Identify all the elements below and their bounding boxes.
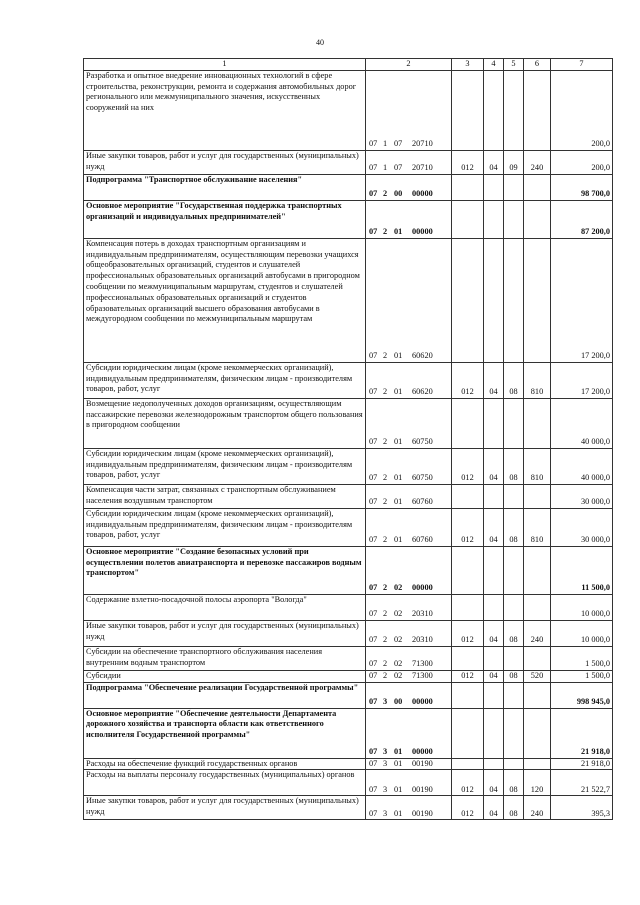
code-part: 07	[369, 609, 378, 618]
row-amount: 200,0	[551, 150, 613, 174]
subsection-code	[504, 682, 524, 708]
code-part: 01	[394, 351, 403, 360]
code-part: 20710	[412, 139, 433, 148]
code-part: 71300	[412, 659, 433, 668]
section-code: 04	[484, 620, 504, 646]
row-description: Содержание взлетно-посадочной полосы аэропорта "Вологда"	[84, 594, 366, 620]
code-part: 60620	[412, 351, 433, 360]
header-cell-7: 7	[551, 59, 613, 71]
row-amount: 1 500,0	[551, 670, 613, 682]
section-code	[484, 546, 504, 594]
expense-type-code	[524, 200, 551, 238]
row-classification-code	[366, 70, 452, 150]
code-part: 07	[369, 535, 378, 544]
code-part: 2	[383, 635, 388, 644]
header-cell-2: 2	[366, 59, 452, 71]
code-part: 60620	[412, 387, 433, 396]
code-part: 07	[369, 746, 378, 756]
code-part: 2	[383, 535, 388, 544]
ministry-code: 012	[452, 362, 484, 398]
code-part: 00	[394, 189, 403, 198]
table-row	[84, 398, 613, 448]
expense-type-code	[524, 594, 551, 620]
code-part: 00000	[412, 583, 433, 592]
subsection-code: 09	[504, 150, 524, 174]
row-classification-code	[366, 362, 452, 398]
code-part: 2	[383, 473, 388, 482]
table-row	[84, 770, 613, 796]
code-part: 2	[383, 609, 388, 618]
code-part: 01	[394, 387, 403, 396]
code-part: 02	[394, 635, 403, 644]
row-classification-code	[366, 174, 452, 200]
row-amount: 30 000,0	[551, 508, 613, 546]
subsection-code: 08	[504, 770, 524, 796]
ministry-code	[452, 174, 484, 200]
code-part: 3	[383, 808, 388, 818]
table-row	[84, 620, 613, 646]
code-part: 07	[369, 473, 378, 482]
row-amount: 21 918,0	[551, 708, 613, 758]
code-part: 07	[369, 351, 378, 360]
expense-type-code	[524, 70, 551, 150]
row-description: Подпрограмма "Обеспечение реализации Государственной программы"	[84, 682, 366, 708]
section-code	[484, 708, 504, 758]
expense-type-code: 240	[524, 796, 551, 820]
row-description: Разработка и опытное внедрение инновационных технологий в сфере строительства, реконструкции, ремонта и содержания автомобильных дорог регионального или межмуниципального значения, искусственных сооружений на них	[84, 70, 366, 150]
code-part: 01	[394, 758, 403, 768]
row-amount: 1 500,0	[551, 646, 613, 670]
row-description: Расходы на выплаты персоналу государственных (муниципальных) органов	[84, 770, 366, 796]
row-description: Субсидии на обеспечение транспортного обслуживания населения внутренним водным транспортом	[84, 646, 366, 670]
row-classification-code	[366, 594, 452, 620]
expense-type-code	[524, 398, 551, 448]
ministry-code	[452, 646, 484, 670]
row-description: Субсидии юридическим лицам (кроме некоммерческих организаций), индивидуальным предпринимателям, физическим лицам - производителям товаров, работ, услуг	[84, 362, 366, 398]
row-classification-code	[366, 508, 452, 546]
code-part: 00000	[412, 227, 433, 236]
section-code	[484, 70, 504, 150]
row-amount: 11 500,0	[551, 546, 613, 594]
ministry-code: 012	[452, 150, 484, 174]
code-part: 3	[383, 758, 388, 768]
row-classification-code	[366, 708, 452, 758]
ministry-code	[452, 484, 484, 508]
row-amount: 10 000,0	[551, 594, 613, 620]
code-part: 00190	[412, 758, 433, 768]
row-classification-code	[366, 682, 452, 708]
row-description: Основное мероприятие "Государственная поддержка транспортных организаций и индивидуальных предпринимателей"	[84, 200, 366, 238]
section-code	[484, 758, 504, 770]
code-part: 07	[369, 659, 378, 668]
section-code: 04	[484, 670, 504, 682]
ministry-code: 012	[452, 770, 484, 796]
code-part: 20310	[412, 609, 433, 618]
row-amount: 40 000,0	[551, 398, 613, 448]
ministry-code	[452, 398, 484, 448]
row-description: Возмещение недополученных доходов организациям, осуществляющим пассажирские перевозки железнодорожным транспортом общего пользования в пригородном сообщении	[84, 398, 366, 448]
row-description: Компенсация потерь в доходах транспортным организациям и индивидуальным предпринимателям, осуществляющим перевозки учащихся общеобразовательных организаций, студентов и слушателей профессиональных образовательных организаций автобусами в пригородном сообщении по межмуниципальным маршрутам, студентов и слушателей профессиональных образовательных организаций и студентов образовательных организаций высшего образования автобусами в междугородном сообщении по межмуниципальным маршрутам	[84, 238, 366, 362]
row-classification-code	[366, 758, 452, 770]
section-code	[484, 238, 504, 362]
subsection-code	[504, 708, 524, 758]
code-part: 01	[394, 808, 403, 818]
code-part: 01	[394, 437, 403, 446]
ministry-code: 012	[452, 508, 484, 546]
subsection-code: 08	[504, 448, 524, 484]
code-part: 20710	[412, 163, 433, 172]
ministry-code	[452, 200, 484, 238]
table-row	[84, 594, 613, 620]
code-part: 2	[383, 670, 388, 680]
table-row	[84, 200, 613, 238]
row-amount: 17 200,0	[551, 362, 613, 398]
table-row	[84, 70, 613, 150]
ministry-code	[452, 546, 484, 594]
row-description: Основное мероприятие "Создание безопасных условий при осуществлении полетов авиатранспорта и перевозке пассажиров водным транспортом"	[84, 546, 366, 594]
expense-type-code: 810	[524, 508, 551, 546]
row-amount: 87 200,0	[551, 200, 613, 238]
code-part: 07	[369, 387, 378, 396]
code-part: 07	[369, 784, 378, 794]
table-row	[84, 758, 613, 770]
code-part: 00	[394, 696, 403, 706]
budget-table	[83, 58, 613, 820]
code-part: 07	[369, 139, 378, 148]
row-description: Субсидии юридическим лицам (кроме некоммерческих организаций), индивидуальным предпринимателям, физическим лицам - производителям товаров, работ, услуг	[84, 448, 366, 484]
table-header-row	[84, 59, 613, 71]
code-part: 2	[383, 497, 388, 506]
row-description: Субсидии юридическим лицам (кроме некоммерческих организаций), индивидуальным предпринимателям, физическим лицам - производителям товаров, работ, услуг	[84, 508, 366, 546]
row-classification-code	[366, 484, 452, 508]
table-row	[84, 670, 613, 682]
code-part: 20310	[412, 635, 433, 644]
section-code: 04	[484, 448, 504, 484]
subsection-code	[504, 398, 524, 448]
code-part: 60760	[412, 535, 433, 544]
expense-type-code: 240	[524, 620, 551, 646]
code-part: 2	[383, 583, 388, 592]
row-amount: 10 000,0	[551, 620, 613, 646]
code-part: 1	[383, 139, 388, 148]
ministry-code	[452, 682, 484, 708]
page-number: 40	[316, 38, 324, 47]
expense-type-code: 520	[524, 670, 551, 682]
code-part: 71300	[412, 670, 433, 680]
row-classification-code	[366, 200, 452, 238]
row-amount: 395,3	[551, 796, 613, 820]
ministry-code: 012	[452, 670, 484, 682]
code-part: 02	[394, 670, 403, 680]
expense-type-code	[524, 546, 551, 594]
section-code	[484, 398, 504, 448]
row-classification-code	[366, 620, 452, 646]
code-part: 07	[394, 163, 403, 172]
subsection-code	[504, 646, 524, 670]
ministry-code	[452, 758, 484, 770]
code-part: 02	[394, 659, 403, 668]
expense-type-code: 810	[524, 362, 551, 398]
table-row	[84, 484, 613, 508]
row-classification-code	[366, 150, 452, 174]
code-part: 3	[383, 784, 388, 794]
row-classification-code	[366, 398, 452, 448]
section-code	[484, 484, 504, 508]
expense-type-code	[524, 708, 551, 758]
row-description: Иные закупки товаров, работ и услуг для государственных (муниципальных) нужд	[84, 150, 366, 174]
row-description: Расходы на обеспечение функций государственных органов	[84, 758, 366, 770]
code-part: 07	[369, 227, 378, 236]
subsection-code	[504, 484, 524, 508]
section-code	[484, 200, 504, 238]
row-classification-code	[366, 670, 452, 682]
subsection-code: 08	[504, 362, 524, 398]
code-part: 07	[369, 808, 378, 818]
table-row	[84, 150, 613, 174]
row-amount: 30 000,0	[551, 484, 613, 508]
code-part: 60760	[412, 497, 433, 506]
row-amount: 40 000,0	[551, 448, 613, 484]
subsection-code	[504, 238, 524, 362]
code-part: 07	[369, 163, 378, 172]
expense-type-code	[524, 174, 551, 200]
table-row	[84, 796, 613, 820]
row-description: Субсидии	[84, 670, 366, 682]
code-part: 2	[383, 437, 388, 446]
header-cell-4: 4	[484, 59, 504, 71]
subsection-code	[504, 546, 524, 594]
code-part: 07	[369, 583, 378, 592]
expense-type-code	[524, 646, 551, 670]
code-part: 01	[394, 535, 403, 544]
row-amount: 21 918,0	[551, 758, 613, 770]
section-code: 04	[484, 796, 504, 820]
code-part: 07	[369, 696, 378, 706]
code-part: 00000	[412, 746, 433, 756]
code-part: 01	[394, 473, 403, 482]
subsection-code: 08	[504, 796, 524, 820]
header-cell-3: 3	[452, 59, 484, 71]
section-code	[484, 594, 504, 620]
subsection-code	[504, 758, 524, 770]
subsection-code	[504, 594, 524, 620]
code-part: 60750	[412, 437, 433, 446]
code-part: 07	[369, 758, 378, 768]
row-classification-code	[366, 796, 452, 820]
section-code: 04	[484, 770, 504, 796]
expense-type-code	[524, 484, 551, 508]
expense-type-code: 120	[524, 770, 551, 796]
code-part: 07	[369, 635, 378, 644]
code-part: 2	[383, 351, 388, 360]
code-part: 01	[394, 784, 403, 794]
ministry-code	[452, 70, 484, 150]
row-description: Компенсация части затрат, связанных с транспортным обслуживанием населения воздушным транспортом	[84, 484, 366, 508]
code-part: 2	[383, 659, 388, 668]
table-row	[84, 448, 613, 484]
code-part: 00000	[412, 189, 433, 198]
subsection-code: 08	[504, 620, 524, 646]
code-part: 1	[383, 163, 388, 172]
ministry-code	[452, 708, 484, 758]
row-amount: 17 200,0	[551, 238, 613, 362]
section-code	[484, 646, 504, 670]
row-description: Подпрограмма "Транспортное обслуживание населения"	[84, 174, 366, 200]
row-description: Основное мероприятие "Обеспечение деятельности Департамента дорожного хозяйства и транспорта области как ответственного исполнителя Государственной программы"	[84, 708, 366, 758]
code-part: 00190	[412, 784, 433, 794]
subsection-code	[504, 70, 524, 150]
ministry-code: 012	[452, 796, 484, 820]
ministry-code: 012	[452, 448, 484, 484]
row-amount: 998 945,0	[551, 682, 613, 708]
code-part: 2	[383, 387, 388, 396]
expense-type-code: 240	[524, 150, 551, 174]
expense-type-code	[524, 758, 551, 770]
table-row	[84, 508, 613, 546]
row-classification-code	[366, 546, 452, 594]
expense-type-code: 810	[524, 448, 551, 484]
header-cell-1: 1	[84, 59, 366, 71]
row-classification-code	[366, 238, 452, 362]
section-code: 04	[484, 508, 504, 546]
row-classification-code	[366, 770, 452, 796]
ministry-code	[452, 594, 484, 620]
table-row	[84, 174, 613, 200]
section-code: 04	[484, 362, 504, 398]
code-part: 07	[394, 139, 403, 148]
table-row	[84, 238, 613, 362]
header-cell-5: 5	[504, 59, 524, 71]
code-part: 60750	[412, 473, 433, 482]
subsection-code: 08	[504, 670, 524, 682]
code-part: 01	[394, 497, 403, 506]
code-part: 01	[394, 227, 403, 236]
code-part: 02	[394, 609, 403, 618]
subsection-code	[504, 200, 524, 238]
row-classification-code	[366, 646, 452, 670]
ministry-code	[452, 238, 484, 362]
code-part: 00190	[412, 808, 433, 818]
row-amount: 21 522,7	[551, 770, 613, 796]
expense-type-code	[524, 238, 551, 362]
code-part: 01	[394, 746, 403, 756]
row-amount: 98 700,0	[551, 174, 613, 200]
row-description: Иные закупки товаров, работ и услуг для государственных (муниципальных) нужд	[84, 620, 366, 646]
code-part: 3	[383, 696, 388, 706]
subsection-code: 08	[504, 508, 524, 546]
code-part: 02	[394, 583, 403, 592]
row-amount: 200,0	[551, 70, 613, 150]
code-part: 2	[383, 227, 388, 236]
subsection-code	[504, 174, 524, 200]
section-code	[484, 682, 504, 708]
code-part: 2	[383, 189, 388, 198]
row-classification-code	[366, 448, 452, 484]
code-part: 07	[369, 437, 378, 446]
row-description: Иные закупки товаров, работ и услуг для государственных (муниципальных) нужд	[84, 796, 366, 820]
code-part: 07	[369, 497, 378, 506]
table-row	[84, 708, 613, 758]
code-part: 07	[369, 189, 378, 198]
code-part: 00000	[412, 696, 433, 706]
section-code: 04	[484, 150, 504, 174]
expense-type-code	[524, 682, 551, 708]
table-row	[84, 646, 613, 670]
code-part: 3	[383, 746, 388, 756]
header-cell-6: 6	[524, 59, 551, 71]
code-part: 07	[369, 670, 378, 680]
ministry-code: 012	[452, 620, 484, 646]
table-row	[84, 682, 613, 708]
table-row	[84, 362, 613, 398]
table-row	[84, 546, 613, 594]
section-code	[484, 174, 504, 200]
